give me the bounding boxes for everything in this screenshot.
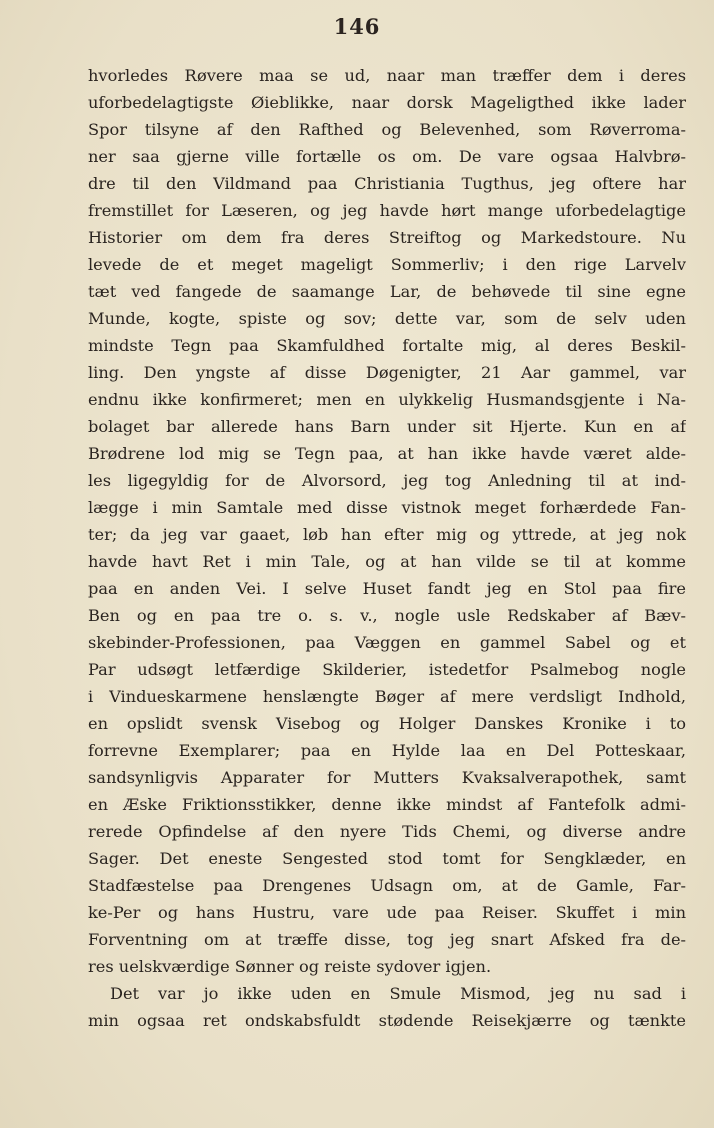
page-number: 146 [333,14,381,39]
text-line: min ogsaa ret ondskabsfuldt stødende Reisekjærre og tænkte [88,1011,686,1030]
text-line: skebinder-Professionen, paa Væggen en gammel Sabel og et [88,633,686,652]
text-line: ner saa gjerne ville fortælle os om. De vare ogsaa Halvbrø- [88,147,686,166]
text-line: mindste Tegn paa Skamfuldhed fortalte mig, al deres Beskil- [88,336,686,355]
text-line: Par udsøgt letfærdige Skilderier, istedetfor Psalmebog nogle [88,660,686,679]
text-line: en opslidt svensk Visebog og Holger Danskes Kronike i to [88,714,686,733]
text-line: levede de et meget mageligt Sommerliv; i den rige Larvelv [88,255,686,274]
text-line: havde havt Ret i min Tale, og at han vilde se til at komme [88,552,686,571]
text-line: endnu ikke konfirmeret; men en ulykkelig Husmandsgjente i Na- [88,390,686,409]
text-line: paa en anden Vei. I selve Huset fandt jeg en Stol paa fire [88,579,686,598]
text-line: i Vindueskarmene henslængte Bøger af mere verdsligt Indhold, [88,687,686,706]
text-line: ter; da jeg var gaaet, løb han efter mig og yttrede, at jeg nok [88,525,686,544]
text-line: forrevne Exemplarer; paa en Hylde laa en Del Potteskaar, [88,741,686,760]
text-line: Ben og en paa tre o. s. v., nogle usle Redskaber af Bæv- [88,606,686,625]
text-line: Historier om dem fra deres Streiftog og Markedstoure. Nu [88,228,686,247]
text-line: Stadfæstelse paa Drengenes Udsagn om, at de Gamle, Far- [88,876,686,895]
text-line: Brødrene lod mig se Tegn paa, at han ikke havde været alde- [88,444,686,463]
text-line: fremstillet for Læseren, og jeg havde hørt mange uforbedelagtige [88,201,686,220]
text-line: en Æske Friktionsstikker, denne ikke mindst af Fantefolk admi- [88,795,686,814]
text-line: bolaget bar allerede hans Barn under sit Hjerte. Kun en af [88,417,686,436]
text-line: Spor tilsyne af den Rafthed og Belevenhed, som Røverroma- [88,120,686,139]
text-line: Forventning om at træffe disse, tog jeg snart Afsked fra de- [88,930,686,949]
text-line: dre til den Vildmand paa Christiania Tugthus, jeg oftere har [88,174,686,193]
text-line: res uelskværdige Sønner og reiste sydover igjen. [88,957,492,976]
text-line: sandsynligvis Apparater for Mutters Kvaksalverapothek, samt [88,768,686,787]
text-line: lægge i min Samtale med disse vistnok meget forhærdede Fan- [88,498,686,517]
text-line: tæt ved fangede de saamange Lar, de behøvede til sine egne [88,282,686,301]
text-line: Sager. Det eneste Sengested stod tomt for Sengklæder, en [88,849,686,868]
text-line: Munde, kogte, spiste og sov; dette var, som de selv uden [88,309,686,328]
text-line: uforbedelagtigste Øieblikke, naar dorsk Mageligthed ikke lader [88,93,686,112]
text-line: Det var jo ikke uden en Smule Mismod, jeg nu sad i [110,984,686,1003]
text-line: ke-Per og hans Hustru, vare ude paa Reiser. Skuffet i min [88,903,686,922]
text-line: ling. Den yngste af disse Døgenigter, 21 Aar gammel, var [88,363,686,382]
body-text [88,62,686,1034]
text-line: rerede Opfindelse af den nyere Tids Chemi, og diverse andre [88,822,686,841]
text-line: les ligegyldig for de Alvorsord, jeg tog Anledning til at ind- [88,471,686,490]
text-line: hvorledes Røvere maa se ud, naar man træffer dem i deres [88,66,686,85]
